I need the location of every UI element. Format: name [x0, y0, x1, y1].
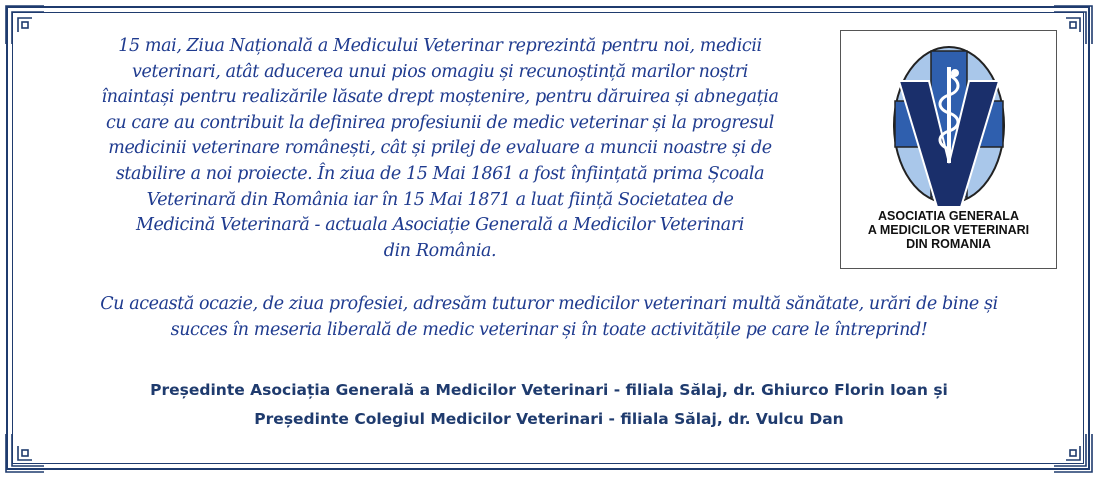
veterinary-emblem-icon	[891, 45, 1007, 235]
wishes-message	[20, 292, 1078, 343]
logo-caption-line: DIN ROMANIA	[906, 237, 991, 251]
message-line: înaintași pentru realizările lăsate drept moștenire, pentru dăruirea și abnegația	[101, 87, 779, 108]
message-line: Veterinară din România iar în 15 Mai 1871 a luat ființă Societatea de	[146, 189, 734, 210]
signature-line: Președinte Asociația Generală a Medicilor Veterinari - filiala Sălaj, dr. Ghiurco Florin Ioan și	[150, 381, 948, 399]
message-line: veterinari, atât aducerea unui pios omagiu și recunoștință marilor noștri	[132, 61, 748, 82]
message-line: stabilire a noi proiecte. În ziua de 15 Mai 1861 a fost înființată prima Școala	[115, 163, 765, 184]
message-line: din România.	[383, 240, 497, 261]
logo-caption-line: A MEDICILOR VETERINARI	[867, 223, 1030, 237]
message-line: cu care au contribuit la definirea profesiunii de medic veterinar și la progresul	[106, 112, 774, 133]
wishes-line: Cu această ocazie, de ziua profesiei, adresăm tuturor medicilor veterinari multă sănătate, urări de bine și	[100, 294, 998, 314]
corner-ornament-bottom-right	[1050, 430, 1096, 476]
signature-line: Președinte Colegiul Medicilor Veterinari - filiala Sălaj, dr. Vulcu Dan	[254, 410, 844, 428]
signatures	[20, 376, 1078, 434]
greeting-message	[40, 34, 840, 264]
corner-ornament-bottom-left	[2, 430, 48, 476]
wishes-line: succes în meseria liberală de medic veterinar și în toate activitățile pe care le întreprind!	[170, 319, 928, 340]
association-logo	[840, 30, 1057, 269]
logo-caption-line: ASOCIATIA GENERALA	[878, 209, 1019, 223]
message-line: medicinii veterinare românești, cât și prilej de evaluare a muncii noastre și de	[108, 138, 772, 159]
message-line: 15 mai, Ziua Națională a Medicului Veterinar reprezintă pentru noi, medicii	[118, 36, 762, 56]
logo-caption	[841, 209, 1056, 251]
message-line: Medicină Veterinară - actuala Asociație Generală a Medicilor Veterinari	[135, 215, 744, 236]
